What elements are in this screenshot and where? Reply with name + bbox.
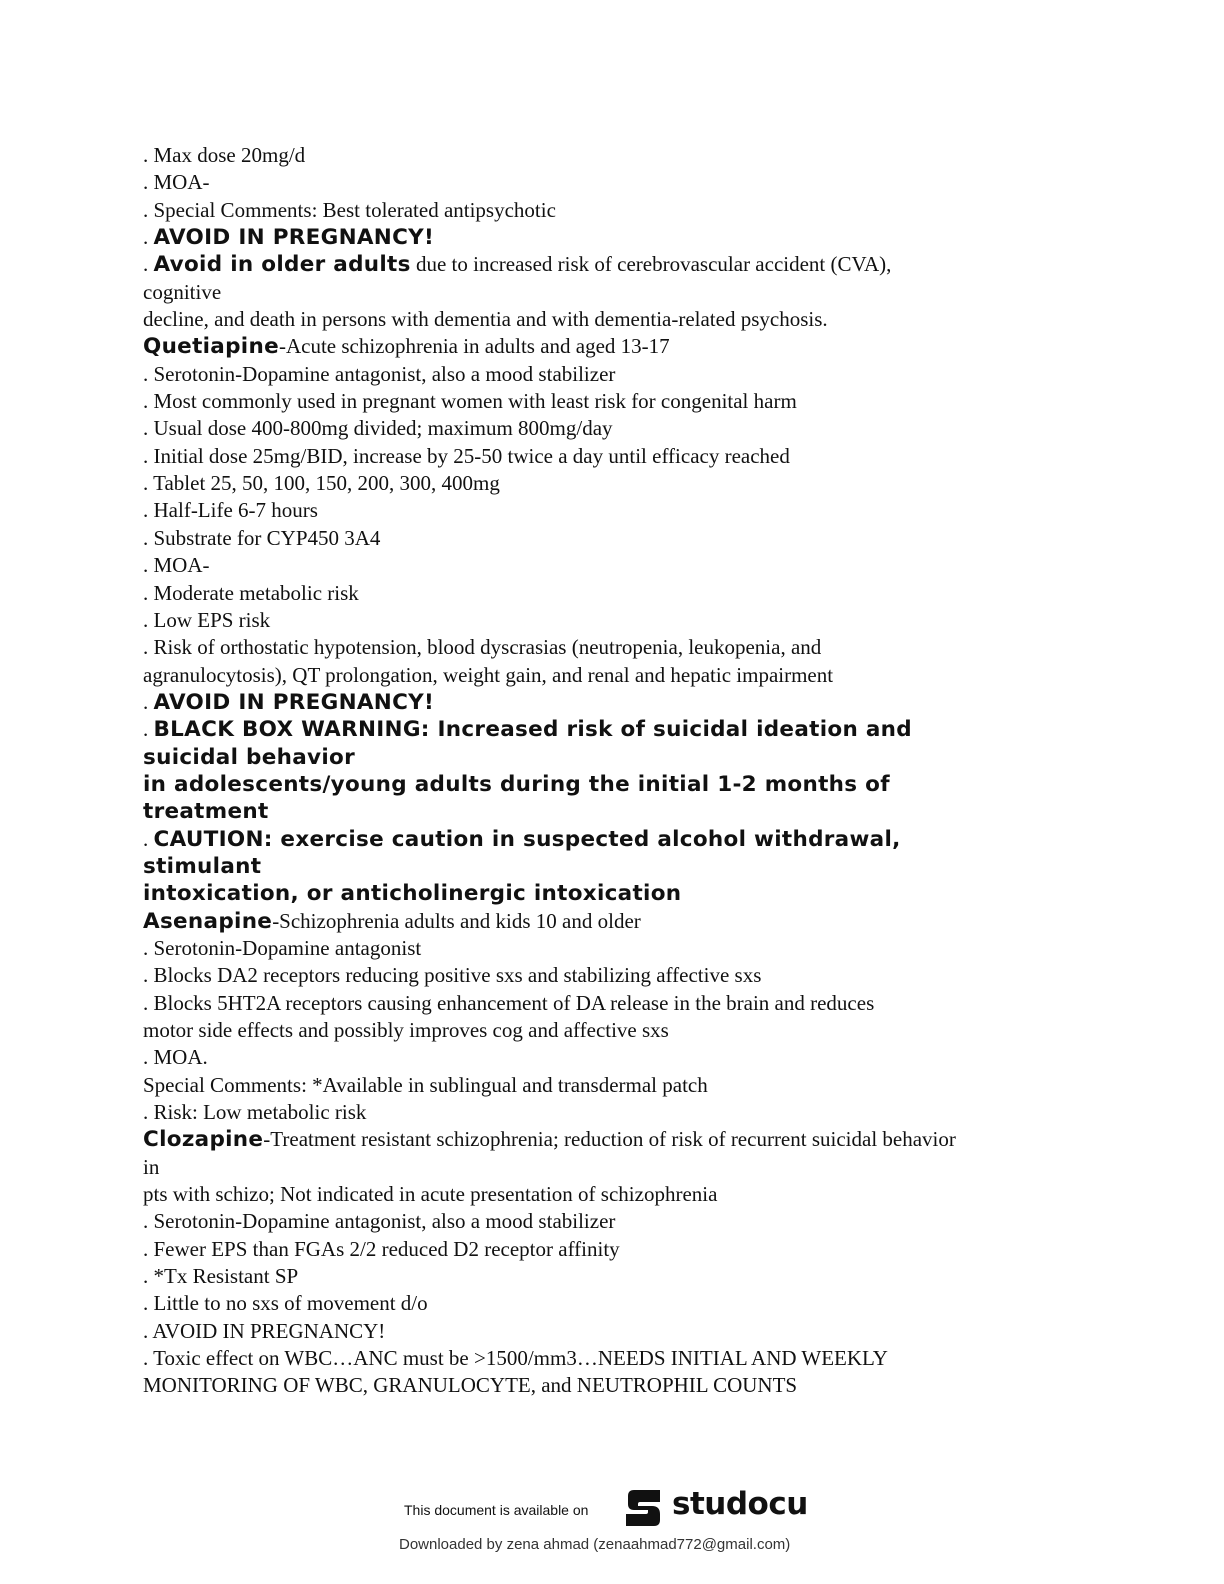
bold-text: intoxication, or anticholinergic intoxication	[143, 881, 682, 907]
line-text: .	[143, 826, 154, 851]
line-text: agranulocytosis), QT prolongation, weight gain, and renal and hepatic impairment	[143, 662, 834, 687]
text-line	[143, 443, 1078, 470]
line-text: -Schizophrenia adults and kids 10 and older	[272, 908, 641, 933]
text-line	[143, 853, 1078, 880]
text-line	[143, 990, 1078, 1017]
studocu-logo-text[interactable]: studocu	[672, 1486, 808, 1522]
text-line	[143, 388, 1078, 415]
text-line	[143, 1099, 1078, 1126]
line-text: motor side effects and possibly improves cog and affective sxs	[143, 1018, 669, 1042]
line-text: . Low EPS risk	[143, 607, 271, 632]
line-text: . Tablet 25, 50, 100, 150, 200, 300, 400mg	[143, 471, 500, 496]
bold-text: suicidal behavior	[143, 744, 355, 770]
text-line	[143, 470, 1078, 497]
text-line	[143, 798, 1078, 825]
text-line	[143, 251, 1078, 278]
text-line	[143, 224, 1078, 251]
line-text: .	[143, 717, 154, 742]
line-text: . Little to no sxs of movement d/o	[143, 1291, 428, 1316]
text-line	[143, 1290, 1078, 1317]
text-line	[143, 1372, 1078, 1399]
line-text: Special Comments: *Available in sublingual and transdermal patch	[143, 1072, 708, 1097]
bold-text: AVOID IN PREGNANCY!	[153, 225, 435, 251]
line-text: . MOA-	[143, 553, 210, 578]
text-line	[143, 361, 1078, 388]
line-text: . MOA.	[143, 1045, 208, 1070]
text-line	[143, 415, 1078, 442]
text-line	[143, 142, 1078, 169]
line-text: .	[143, 689, 154, 714]
line-text: . Initial dose 25mg/BID, increase by 25-50 twice a day until efficacy reached	[143, 443, 790, 468]
text-line	[143, 279, 1078, 306]
document-body	[143, 142, 1078, 1400]
text-line	[143, 1126, 1078, 1153]
bold-text: Asenapine	[143, 908, 273, 934]
line-text: . Moderate metabolic risk	[143, 580, 359, 605]
text-line	[143, 1236, 1078, 1263]
line-text: -Treatment resistant schizophrenia; reduction of risk of recurrent suicidal behavior	[263, 1127, 956, 1152]
line-text: . Blocks 5HT2A receptors causing enhancement of DA release in the brain and reduces	[143, 990, 875, 1015]
bold-text: AVOID IN PREGNANCY!	[153, 689, 435, 715]
line-text: . Serotonin-Dopamine antagonist, also a mood stabilizer	[143, 361, 616, 386]
line-text: . Max dose 20mg/d	[143, 143, 306, 167]
line-text: . Toxic effect on WBC…ANC must be >1500/mm3…NEEDS INITIAL AND WEEKLY	[143, 1346, 888, 1371]
text-line	[143, 1345, 1078, 1372]
text-line	[143, 716, 1078, 743]
bold-text: in adolescents/young adults during the initial 1-2 months of	[143, 771, 890, 797]
line-text: . Substrate for CYP450 3A4	[143, 525, 381, 550]
text-line	[143, 634, 1078, 661]
text-line	[143, 662, 1078, 689]
line-text: MONITORING OF WBC, GRANULOCYTE, and NEUTROPHIL COUNTS	[143, 1373, 798, 1398]
download-note: Downloaded by zena ahmad (zenaahmad772@gmail.com)	[399, 1536, 791, 1553]
bold-text: CAUTION: exercise caution in suspected alcohol withdrawal,	[153, 826, 901, 852]
text-line	[143, 1208, 1078, 1235]
text-line	[143, 1017, 1078, 1044]
line-text: decline, and death in persons with dementia and with dementia-related psychosis.	[143, 307, 828, 332]
text-line	[143, 962, 1078, 989]
line-text: .	[143, 225, 154, 250]
text-line	[143, 689, 1078, 716]
bold-text: treatment	[143, 799, 269, 825]
bold-text: Quetiapine	[143, 334, 279, 360]
text-line	[143, 880, 1078, 907]
line-text: . Special Comments: Best tolerated antipsychotic	[143, 197, 556, 222]
line-text: cognitive	[143, 279, 222, 304]
line-text: .	[143, 252, 154, 277]
text-line	[143, 826, 1078, 853]
text-line	[143, 333, 1078, 360]
line-text: . Half-Life 6-7 hours	[143, 498, 318, 523]
availability-note: This document is available on	[404, 1502, 589, 1518]
text-line	[143, 169, 1078, 196]
bold-text: BLACK BOX WARNING: Increased risk of suicidal ideation and	[153, 717, 912, 743]
text-line	[143, 497, 1078, 524]
text-line	[143, 771, 1078, 798]
text-line	[143, 552, 1078, 579]
line-text: . MOA-	[143, 170, 210, 195]
text-line	[143, 525, 1078, 552]
line-text: . Usual dose 400-800mg divided; maximum 800mg/day	[143, 416, 613, 441]
text-line	[143, 580, 1078, 607]
text-line	[143, 1072, 1078, 1099]
text-line	[143, 1154, 1078, 1181]
line-text: due to increased risk of cerebrovascular accident (CVA),	[410, 252, 892, 277]
text-line	[143, 197, 1078, 224]
text-line	[143, 1318, 1078, 1345]
line-text: . Serotonin-Dopamine antagonist	[143, 935, 422, 960]
line-text: . AVOID IN PREGNANCY!	[143, 1318, 386, 1343]
line-text: . Blocks DA2 receptors reducing positive sxs and stabilizing affective sxs	[143, 963, 762, 988]
text-line	[143, 908, 1078, 935]
bold-text: stimulant	[143, 853, 262, 879]
line-text: in	[143, 1154, 160, 1179]
text-line	[143, 607, 1078, 634]
line-text: . Most commonly used in pregnant women with least risk for congenital harm	[143, 389, 797, 414]
line-text: pts with schizo; Not indicated in acute presentation of schizophrenia	[143, 1182, 718, 1207]
line-text: . Fewer EPS than FGAs 2/2 reduced D2 receptor affinity	[143, 1236, 620, 1261]
text-line	[143, 1181, 1078, 1208]
line-text: . Risk: Low metabolic risk	[143, 1100, 367, 1125]
line-text: -Acute schizophrenia in adults and aged 13-17	[278, 334, 670, 359]
studocu-logo-icon[interactable]	[620, 1486, 666, 1530]
text-line	[143, 744, 1078, 771]
text-line	[143, 1044, 1078, 1071]
text-line	[143, 306, 1078, 333]
text-line	[143, 1263, 1078, 1290]
text-line	[143, 935, 1078, 962]
page-footer	[0, 1478, 1224, 1584]
bold-text: Clozapine	[143, 1127, 264, 1153]
line-text: . *Tx Resistant SP	[143, 1264, 299, 1289]
bold-text: Avoid in older adults	[153, 252, 411, 278]
line-text: . Serotonin-Dopamine antagonist, also a mood stabilizer	[143, 1209, 616, 1234]
line-text: . Risk of orthostatic hypotension, blood dyscrasias (neutropenia, leukopenia, and	[143, 635, 822, 660]
